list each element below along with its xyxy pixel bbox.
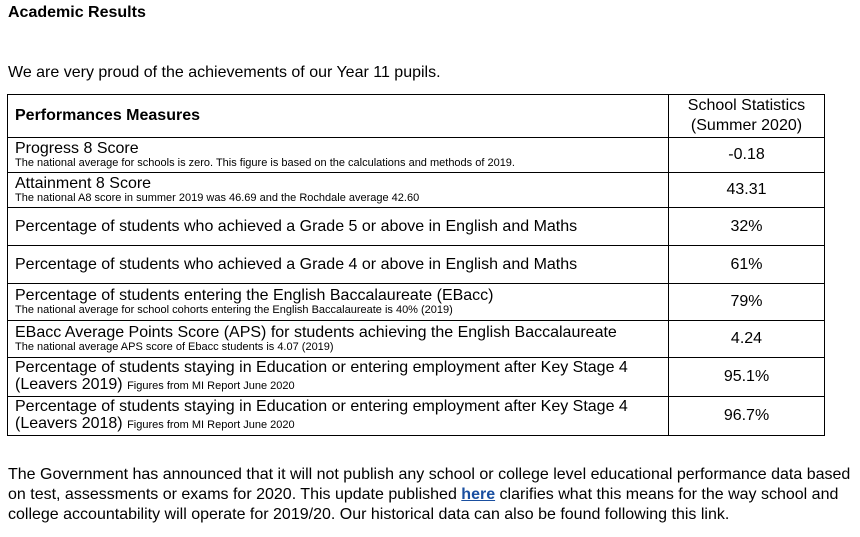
intro-text: We are very proud of the achievements of our Year 11 pupils. [8,64,441,81]
measure-text [15,359,661,395]
measure-label: Percentage of students staying in Education or entering employment after Key Stage 4 (Leavers 2019) [15,359,628,393]
measure-label: Progress 8 Score [15,140,139,157]
table-row [8,321,825,358]
measure-label: EBacc Average Points Score (APS) for students achieving the English Baccalaureate [15,324,617,341]
measure-note: Figures from MI Report June 2020 [127,419,295,431]
measure-text [15,398,661,434]
measure-label: Attainment 8 Score [15,175,152,192]
measure-cell [8,284,669,321]
value-cell: 43.31 [669,173,825,208]
measure-note: The national average APS score of Ebacc students is 4.07 (2019) [15,341,334,353]
here-link[interactable]: here [461,486,496,503]
table-row [8,397,825,436]
measure-note: The national average for school cohorts entering the English Baccalaureate is 40% (2019) [15,304,453,316]
table-row [8,208,825,246]
measure-note: The national average for schools is zero. This figure is based on the calculations and methods of 2019. [15,157,515,169]
page-heading: Academic Results [8,4,146,21]
table-row [8,138,825,173]
table-header-row [8,95,825,138]
value-cell: 61% [669,246,825,284]
value-cell: 32% [669,208,825,246]
table-row [8,358,825,397]
measure-note: The national A8 score in summer 2019 was 46.69 and the Rochdale average 42.60 [15,192,420,204]
value-cell: -0.18 [669,138,825,173]
table-row [8,246,825,284]
header-statistics-cell [669,95,825,138]
measure-note: Figures from MI Report June 2020 [127,380,295,392]
measure-label: Percentage of students entering the English Baccalaureate (EBacc) [15,287,494,304]
value-cell: 79% [669,284,825,321]
measure-cell [8,246,669,284]
footer-text-before: The Government has announced that it will not publish any school or college level educational performance data based on test, assessments or exams for 2020. This update published [8,466,851,503]
value-cell: 95.1% [669,358,825,397]
measure-cell [8,208,669,246]
measure-cell [8,173,669,208]
value-cell: 96.7% [669,397,825,436]
table-row [8,173,825,208]
header-measures-label: Performances Measures [15,107,200,124]
footer-text-after: clarifies what this means for the way school and college accountability will operate for 2019/20. Our historical data can also be found following this link. [8,486,839,523]
measure-cell [8,358,669,397]
measure-label: Percentage of students who achieved a Grade 5 or above in English and Maths [15,218,578,235]
measure-label: Percentage of students who achieved a Grade 4 or above in English and Maths [15,256,578,273]
measure-cell [8,397,669,436]
measure-cell [8,321,669,358]
header-measures-cell [8,95,669,138]
footer-paragraph [8,465,858,525]
table-row [8,284,825,321]
measure-cell [8,138,669,173]
results-table [7,94,825,436]
header-statistics-line2: (Summer 2020) [690,117,803,134]
measure-label: Percentage of students staying in Education or entering employment after Key Stage 4 (Leavers 2018) [15,398,628,432]
value-cell: 4.24 [669,321,825,358]
header-statistics-line1: School Statistics [687,97,806,114]
